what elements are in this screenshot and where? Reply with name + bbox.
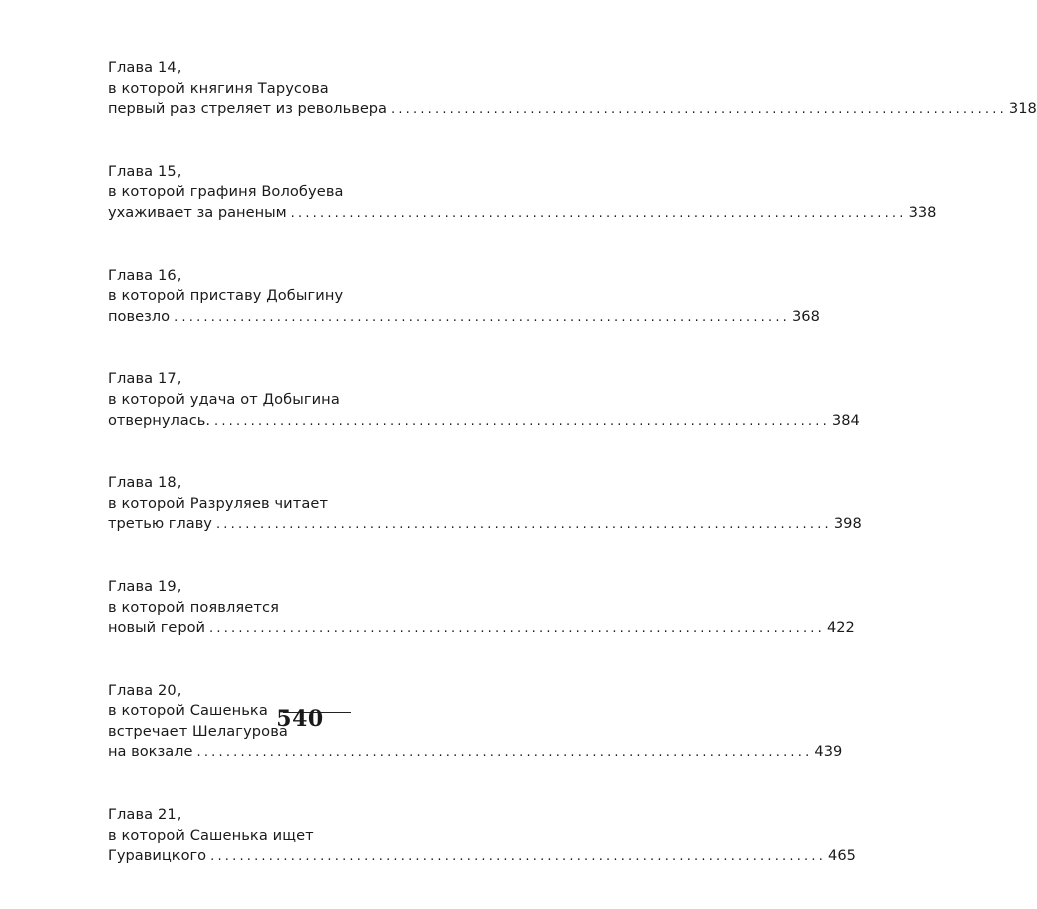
chapter-title-last-line (108, 846, 856, 868)
chapter-subtitle-end: первый раз стреляет из револьвера (108, 100, 387, 118)
toc-entry-chapter-16 (108, 266, 820, 329)
dot-leader: .................................................................................... (391, 102, 1007, 118)
page-folio-number: 540 (276, 706, 324, 732)
toc-entry-chapter-17 (108, 369, 860, 432)
chapter-title-last-line (108, 618, 855, 640)
chapter-subtitle: в которой приставу Добыгину (108, 287, 344, 305)
dot-leader: .................................................................................... (196, 745, 813, 761)
chapter-subtitle: в которой удача от Добыгина (108, 390, 340, 408)
chapter-subtitle: в которой Сашенька ищет (108, 826, 314, 844)
chapter-subtitle-end: Гуравицкого (108, 847, 207, 865)
chapter-subtitle: в которой княгиня Тарусова (108, 79, 329, 97)
chapter-subtitle: в которой Сашенька (108, 702, 268, 720)
chapter-subtitle-end: ухаживает за раненым (108, 203, 287, 221)
chapter-subtitle-continued: встречает Шелагурова (108, 722, 288, 740)
page-number: 318 (1008, 100, 1037, 118)
chapter-heading: Глава 14, (108, 59, 182, 76)
dot-leader: .................................................................................... (174, 309, 790, 325)
page-number: 398 (833, 515, 862, 533)
toc-entry-chapter-15 (108, 162, 937, 225)
chapter-subtitle-end: третью главу (108, 515, 212, 533)
table-of-contents (108, 58, 1037, 909)
chapter-heading: Глава 19, (108, 577, 182, 595)
toc-entry-chapter-18 (108, 473, 862, 536)
chapter-subtitle-end: повезло (108, 307, 171, 325)
dot-leader: .................................................................................... (215, 517, 832, 533)
page-number: 439 (814, 743, 843, 761)
dot-leader: .................................................................................... (290, 205, 907, 221)
page-number: 338 (908, 203, 937, 221)
toc-entry-chapter-21 (108, 805, 856, 868)
chapter-subtitle-end: на вокзале (108, 743, 193, 761)
chapter-subtitle: в которой появляется (108, 598, 279, 616)
chapter-heading: Глава 20, (108, 681, 182, 699)
chapter-heading: Глава 17, (108, 370, 182, 388)
chapter-title-last-line (108, 307, 820, 329)
dot-leader: .................................................................................... (214, 413, 830, 429)
toc-entry-chapter-19 (108, 577, 855, 640)
dot-leader: .................................................................................... (209, 621, 825, 637)
chapter-subtitle: в которой Разруляев читает (108, 494, 329, 512)
page-number: 384 (831, 411, 860, 429)
chapter-title-last-line (108, 203, 937, 225)
chapter-subtitle-end: новый герой (108, 619, 206, 637)
chapter-heading: Глава 21, (108, 806, 182, 824)
chapter-subtitle-end: отвернулась. (108, 411, 210, 429)
chapter-subtitle: в которой графиня Волобуева (108, 183, 344, 201)
chapter-heading: Глава 15, (108, 162, 182, 180)
page-number: 422 (826, 619, 855, 637)
dot-leader: .................................................................................... (210, 849, 827, 865)
chapter-heading: Глава 18, (108, 474, 182, 492)
chapter-heading: Глава 16, (108, 266, 182, 284)
chapter-title-last-line (108, 514, 862, 536)
toc-entry-chapter-14 (108, 58, 1037, 121)
chapter-title-last-line (108, 742, 843, 764)
chapter-title-last-line (108, 99, 1037, 121)
page-number: 465 (828, 847, 856, 865)
page-number: 368 (792, 307, 820, 325)
chapter-title-last-line (108, 411, 860, 433)
